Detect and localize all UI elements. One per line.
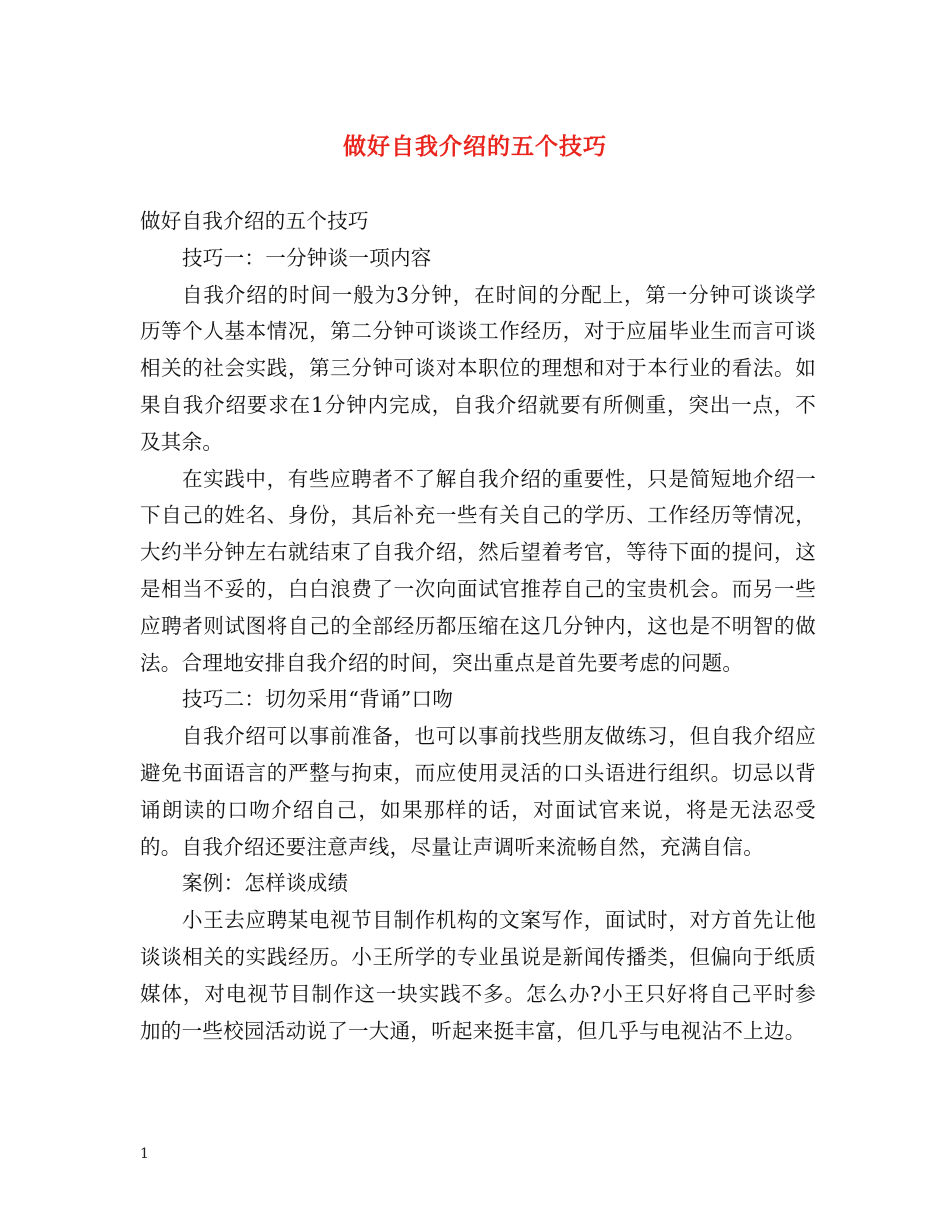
body-paragraph: 在实践中，有些应聘者不了解自我介绍的重要性，只是简短地介绍一下自己的姓名、身份，其后补充一些有关自己的学历、工作经历等情况，大约半分钟左右就结束了自我介绍，然后望着考官，等待下面的提问，这是相当不妥的，白白浪费了一次向面试官推荐自己的宝贵机会。而另一些应聘者则试图将自己的全部经历都压缩在这几分钟内，这也是不明智的做法。合理地安排自我介绍的时间，突出重点是首先要考虑的问题。 <box>140 466 816 675</box>
body-heading: 做好自我介绍的五个技巧 <box>140 209 369 233</box>
body-paragraph: 小王去应聘某电视节目制作机构的文案写作，面试时，对方首先让他谈谈相关的实践经历。小王所学的专业虽说是新闻传播类，但偏向于纸质媒体，对电视节目制作这一块实践不多。怎么办?小王只好将自己平时参加的一些校园活动说了一大通，听起来挺丰富，但几乎与电视沾不上边。 <box>140 908 816 1043</box>
section-heading-1: 技巧一：一分钟谈一项内容 <box>182 245 432 270</box>
case-heading: 案例：怎样谈成绩 <box>182 871 349 896</box>
document-title: 做好自我介绍的五个技巧 <box>343 133 607 160</box>
body-paragraph: 自我介绍可以事前准备，也可以事前找些朋友做练习，但自我介绍应避免书面语言的严整与拘束，而应使用灵活的口头语进行组织。切忌以背诵朗读的口吻介绍自己，如果那样的话，对面试官来说，将是无法忍受的。自我介绍还要注意声线，尽量让声调听来流畅自然，充满自信。 <box>140 724 816 859</box>
section-heading-2: 技巧二：切勿采用“背诵”口吻 <box>182 687 454 712</box>
page-number: 1 <box>140 1146 149 1162</box>
document-body <box>140 203 816 1049</box>
body-paragraph: 自我介绍的时间一般为3分钟，在时间的分配上，第一分钟可谈谈学历等个人基本情况，第二分钟可谈谈工作经历，对于应届毕业生而言可谈相关的社会实践，第三分钟可谈对本职位的理想和对于本行业的看法。如果自我介绍要求在1分钟内完成，自我介绍就要有所侧重，突出一点，不及其余。 <box>140 282 816 454</box>
